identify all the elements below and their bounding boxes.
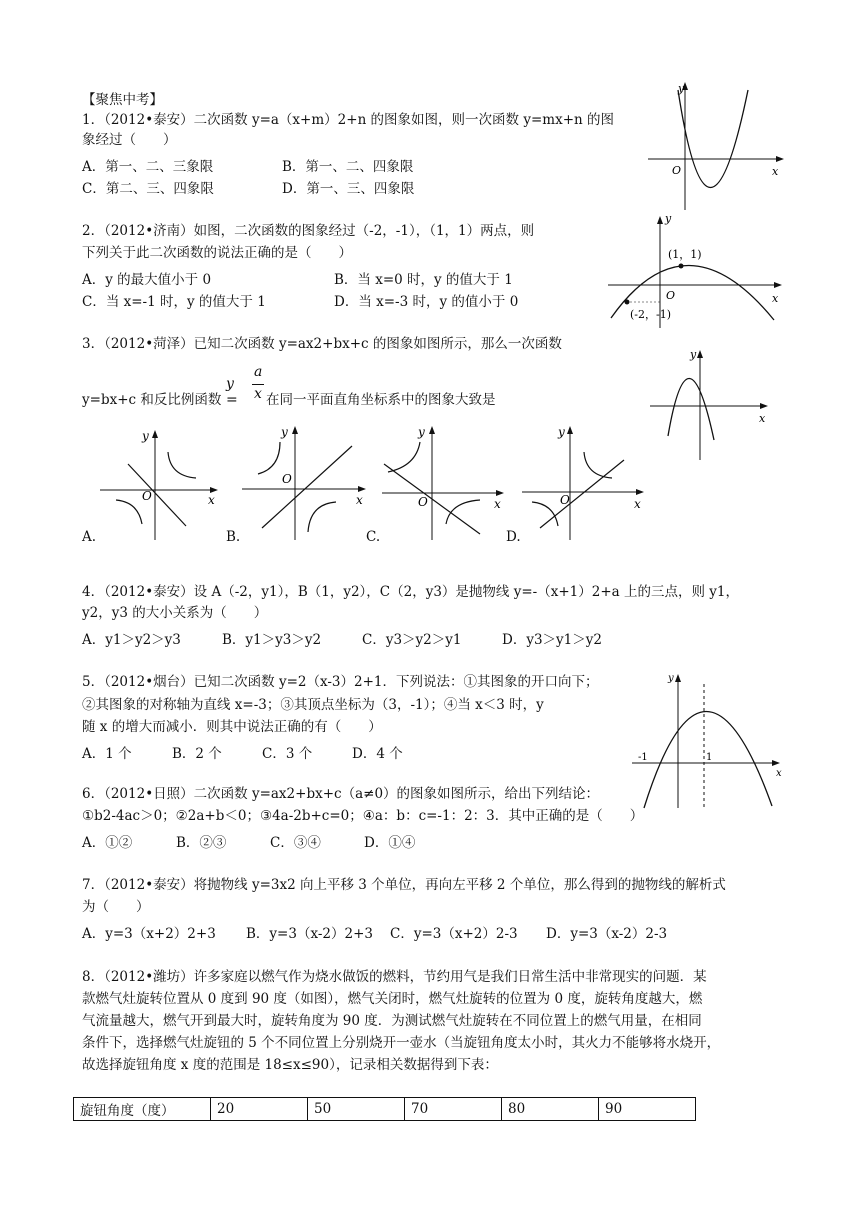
q5-stem-line3: 随 x 的增大而减小．则其中说法正确的有（ ） (82, 719, 382, 735)
q6-graph (630, 668, 786, 810)
q7-option-c: C．y=3（x+2）2-3 (390, 926, 518, 942)
q5-option-a: A．1 个 (82, 746, 132, 762)
q2-option-a: A．y 的最大值小于 0 (82, 272, 212, 288)
q3-stem-line2a: y=bx+c 和反比例函数 (82, 392, 222, 408)
q3-option-a: A. (82, 529, 97, 545)
q4-option-b: B．y1＞y3＞y2 (222, 632, 322, 648)
q8-data-table (73, 1097, 696, 1121)
q3-y-label: y (690, 348, 697, 361)
table-cell: 80 (502, 1098, 599, 1121)
q3-option-b: B. (226, 529, 241, 545)
q2-point2-label: (-2，-1) (630, 308, 672, 321)
qb-y: y (281, 425, 288, 439)
q3-graph (648, 344, 778, 464)
q4-option-d: D．y3＞y1＞y2 (502, 632, 602, 648)
q4-stem-line2: y2，y3 的大小关系为（ ） (82, 605, 268, 621)
q3-stem-line2b: 在同一平面直角坐标系中的图象大致是 (266, 392, 496, 408)
table-cell: 70 (405, 1098, 502, 1121)
qa-x: x (208, 493, 215, 507)
q1-option-a: A．第一、二、三象限 (82, 159, 214, 175)
q3-choice-b-graph (240, 424, 370, 542)
q6-y-label: y (668, 673, 674, 684)
qd-x: x (634, 497, 641, 511)
q7-option-a: A．y=3（x+2）2+3 (82, 926, 216, 942)
q6-option-b: B．②③ (176, 835, 227, 851)
q8-stem-line5: 故选择旋钮角度 x 度的范围是 18≤x≤90），记录相关数据得到下表： (82, 1057, 498, 1073)
table-row (74, 1098, 696, 1121)
q4-option-a: A．y1＞y2＞y3 (82, 632, 181, 648)
q3-frac-bar (252, 384, 264, 385)
q8-stem-line1: 8．（2012•潍坊）许多家庭以燃气作为烧水做饭的燃料，节约用气是我们日常生活中非常现实的问题．某 (82, 969, 707, 985)
q6-option-a: A．①② (82, 835, 133, 851)
q3-option-d: D. (506, 529, 521, 545)
q1-option-b: B．第一、二、四象限 (282, 159, 414, 175)
q2-option-d: D．当 x=-3 时，y 的值小于 0 (334, 294, 519, 310)
q2-option-c: C．当 x=-1 时，y 的值大于 1 (82, 294, 266, 310)
q6-option-d: D．①④ (364, 835, 416, 851)
q1-option-d: D．第一、三、四象限 (282, 181, 415, 197)
q6-one-label: 1 (706, 752, 713, 763)
table-cell: 90 (599, 1098, 696, 1121)
q7-option-d: D．y=3（x-2）2-3 (546, 926, 668, 942)
table-header-cell: 旋钮角度（度） (74, 1098, 211, 1121)
q4-option-c: C．y3＞y2＞y1 (362, 632, 462, 648)
q7-stem-line1: 7．（2012•泰安）将抛物线 y=3x2 向上平移 3 个单位，再向左平移 2 个单位，那么得到的抛物线的解析式 (82, 877, 726, 893)
qc-o: O (418, 495, 428, 509)
q3-choice-d-graph (520, 424, 648, 542)
q6-option-c: C．③④ (270, 835, 321, 851)
q2-stem-line1: 2．（2012•济南）如图，二次函数的图象经过（-2，-1），（1，1）两点，则 (82, 223, 535, 239)
qc-x: x (494, 497, 501, 511)
qa-y: y (142, 429, 149, 443)
q1-stem-line2: 象经过（ ） (82, 132, 177, 148)
q5-option-c: C．3 个 (262, 746, 313, 762)
qd-o: O (560, 493, 570, 507)
q2-x-label: x (772, 292, 779, 305)
q6-minus1-label: -1 (638, 752, 648, 763)
q1-y-label: y (678, 82, 685, 95)
table-cell: 20 (211, 1098, 308, 1121)
q7-stem-line2: 为（ ） (82, 899, 150, 915)
q2-y-label: y (665, 212, 672, 225)
q8-stem-line2: 款燃气灶旋转位置从 0 度到 90 度（如图），燃气关闭时，燃气灶旋转的位置为 0 度，旋转角度越大，燃 (82, 991, 703, 1007)
q2-graph (606, 212, 786, 330)
table-cell: 50 (308, 1098, 405, 1121)
q7-option-b: B．y=3（x-2）2+3 (246, 926, 373, 942)
q5-stem-line2: ②其图象的对称轴为直线 x=-3；③其顶点坐标为（3，-1）；④当 x＜3 时，y (82, 697, 544, 713)
qb-x: x (356, 493, 363, 507)
q3-frac-num: a (254, 364, 263, 380)
q3-option-c: C. (366, 529, 381, 545)
q2-origin-label: O (666, 289, 676, 302)
q2-point1-label: (1，1) (668, 248, 702, 261)
q3-choice-c-graph (380, 424, 508, 542)
q3-frac-den: x (254, 386, 262, 402)
section-title: 【聚焦中考】 (82, 92, 163, 108)
q1-origin-label: O (672, 164, 682, 177)
q1-graph (640, 80, 790, 218)
q3-stem-line1: 3．（2012•菏泽）已知二次函数 y=ax2+bx+c 的图象如图所示，那么一次函数 (82, 336, 562, 352)
qd-y: y (558, 425, 565, 439)
qc-y: y (418, 425, 425, 439)
q5-option-d: D．4 个 (352, 746, 403, 762)
q5-option-b: B．2 个 (172, 746, 222, 762)
q5-stem-line1: 5．（2012•烟台）已知二次函数 y=2（x-3）2+1．下列说法：①其图象的开口向下； (82, 674, 599, 690)
q3-frac-lhs: y = (226, 376, 238, 408)
q6-x-label: x (776, 768, 782, 779)
q8-stem-line4: 条件下，选择燃气灶旋钮的 5 个不同位置上分别烧开一壶水（当旋钮角度太小时，其火力不能够将水烧开， (82, 1035, 721, 1051)
q2-stem-line2: 下列关于此二次函数的说法正确的是（ ） (82, 245, 352, 261)
q2-option-b: B．当 x=0 时，y 的值大于 1 (334, 272, 513, 288)
q1-x-label: x (772, 165, 779, 178)
qa-o: O (142, 489, 152, 503)
qb-o: O (282, 472, 292, 486)
q3-choice-a-graph (98, 424, 223, 542)
q6-stem-line2: ①b2-4ac＞0；②2a+b＜0；③4a-2b+c=0；④a：b：c=-1：2：3．其中正确的是（ ） (82, 808, 644, 824)
q1-option-c: C．第二、三、四象限 (82, 181, 214, 197)
q6-stem-line1: 6．（2012•日照）二次函数 y=ax2+bx+c（a≠0）的图象如图所示，给出下列结论： (82, 786, 600, 802)
q1-stem-line1: 1．（2012•泰安）二次函数 y=a（x+m）2+n 的图象如图，则一次函数 y=mx+n 的图 (82, 112, 614, 128)
q8-stem-line3: 气流量越大，燃气开到最大时，旋转角度为 90 度．为测试燃气灶旋转在不同位置上的燃气用量，在相同 (82, 1013, 702, 1029)
q3-x-label: x (759, 412, 766, 425)
q4-stem-line1: 4．（2012•泰安）设 A（-2，y1），B（1，y2），C（2，y3）是抛物线 y=-（x+1）2+a 上的三点，则 y1， (82, 584, 739, 600)
